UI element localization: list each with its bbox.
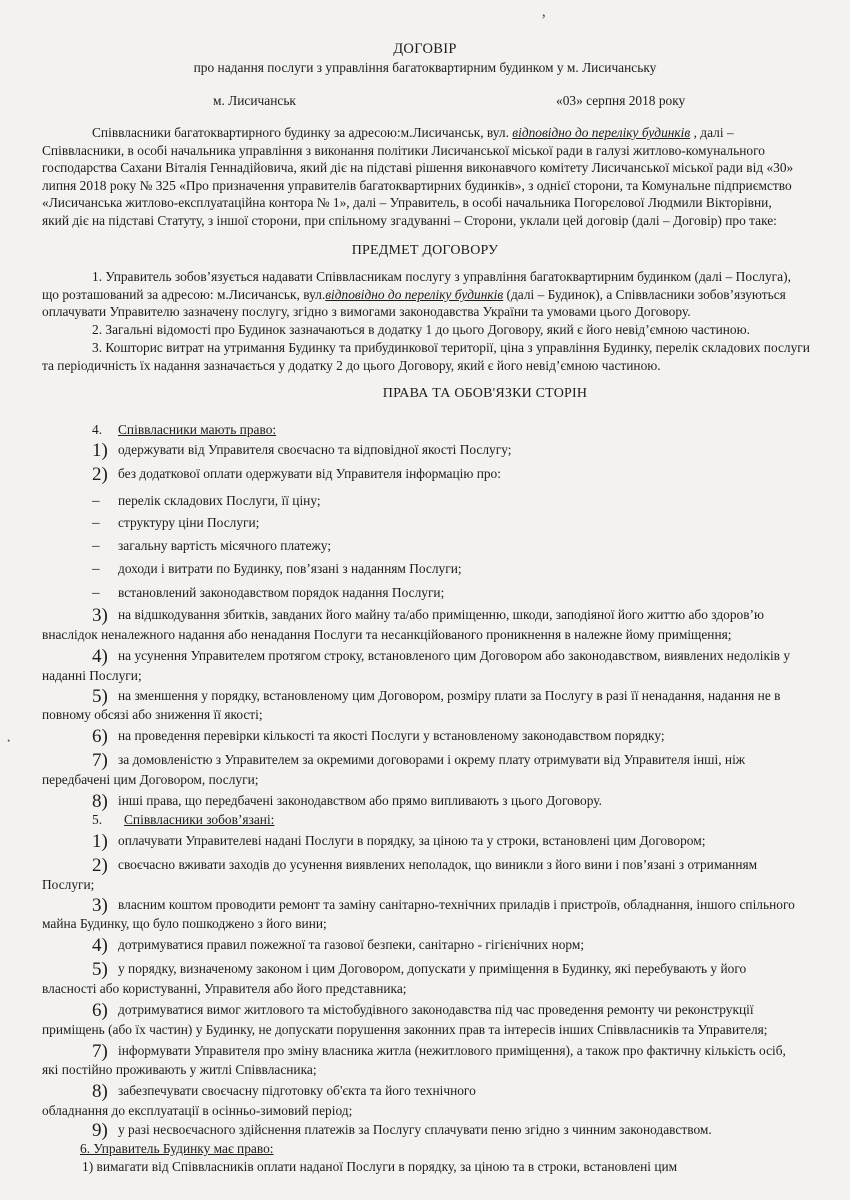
- section-6-title: 6. Управитель Будинку має право:: [80, 1141, 274, 1156]
- document-subtitle: про надання послуги з управління багатоквартирним будинком у м. Лисичанську: [193, 60, 657, 75]
- right-item-8: 8) інші права, що передбачені законодавством або прямо випливають з цього Договору.: [92, 791, 602, 812]
- contract-city: м. Лисичанськ: [213, 93, 296, 108]
- section-5-title: 5. Співвласники зобов’язані:: [92, 812, 275, 827]
- duty-item-2-cont: Послуги;: [42, 877, 95, 892]
- duty-item-5: 5) у порядку, визначеному законом і цим Договором, допускати у приміщення в Будинку, які перебувають у його: [92, 959, 747, 980]
- info-item-3: – загальну вартість місячного платежу;: [92, 538, 332, 554]
- preamble-line-1: Співвласники багатоквартирного будинку за адресою:м.Лисичанськ, вул. відповідно до переліку будинків , далі –: [92, 125, 734, 140]
- right-item-1: 1) одержувати від Управителя своєчасно та відповідної якості Послугу;: [92, 440, 512, 461]
- subject-p3-line-2: та періодичність їх надання зазначається у додатку 2 до цього Договору, який є його невід’ємною частиною.: [42, 358, 661, 373]
- duty-item-3: 3) власним коштом проводити ремонт та заміну санітарно-технічних приладів і пристроїв, обладнання, іншого спільного: [92, 895, 795, 916]
- info-item-1: – перелік складових Послуги, її ціну;: [92, 493, 321, 509]
- duty-item-8-cont: обладнання до експлуатації в осінньо-зимовий період;: [42, 1103, 353, 1118]
- document-title: ДОГОВІР: [393, 41, 457, 57]
- right-item-5-cont: повному обсязі або зниження її якості;: [42, 707, 263, 722]
- preamble-line-3: господарства Сахани Віталія Геннадійовича, який діє на підставі рішення виконавчого комітету Лисичанської міської ради від «30»: [42, 160, 794, 175]
- rights-heading: ПРАВА ТА ОБОВ'ЯЗКИ СТОРІН: [382, 386, 588, 401]
- right-item-3: 3) на відшкодування збитків, завданих його майну та/або приміщенню, шкоди, заподіяної його життю або здоров’ю: [92, 605, 765, 626]
- right-item-5: 5) на зменшення у порядку, встановленому цим Договором, розміру плати за Послугу в разі її ненадання, надання не в: [92, 686, 781, 707]
- duty-item-1: 1) оплачувати Управителеві надані Послуги в порядку, за ціною та у строки, встановлені цим Договором;: [92, 831, 706, 852]
- preamble-line-4: липня 2018 року № 325 «Про призначення управителів багатоквартирних будинків», з однієї сторони, та Комунальне підприємство: [42, 178, 792, 193]
- duty-item-8: 8) забезпечувати своєчасну підготовку об'єкта та його технічного: [92, 1081, 476, 1102]
- subject-p1-line-3: оплачувати Управителю зазначену послугу, згідно з вимогами законодавства України та умовами цього Договору.: [42, 304, 691, 319]
- info-item-4: – доходи і витрати по Будинку, пов’язані з наданням Послуги;: [92, 561, 462, 577]
- duty-item-5-cont: власності або користуванні, Управителя або його представника;: [42, 981, 407, 996]
- preamble-line-2: Співвласники, в особі начальника управління з виконання політики Лисичанської міської ради в галузі житлово-комунального: [42, 143, 765, 158]
- preamble-line-6: який діє на підставі Статуту, з іншої сторони, при спільному згадуванні – Сторони, уклали цей договір (далі – Договір) про таке:: [42, 213, 777, 228]
- right-item-6: 6) на проведення перевірки кількості та якості Послуги у встановленому законодавством порядку;: [92, 726, 665, 747]
- right-item-2: 2) без додаткової оплати одержувати від Управителя інформацію про:: [92, 464, 501, 485]
- duty-item-7: 7) інформувати Управителя про зміну власника житла (нежитлового приміщення), а також про фактичну кількість осіб,: [92, 1041, 786, 1062]
- building-list-reference-2: відповідно до переліку будинків: [325, 287, 504, 302]
- duty-item-2: 2) своєчасно вживати заходів до усунення виявлених неполадок, що виникли з його вини і пов’язані з отриманням: [92, 855, 758, 876]
- subject-p1-line-2: що розташований за адресою: м.Лисичанськ, вул.відповідно до переліку будинків (далі – Будинок), а Співвласники зобов’язуються: [42, 287, 786, 302]
- subject-p3-line-1: 3. Кошторис витрат на утримання Будинку та прибудинкової території, ціна з управління Будинку, перелік складових послуги: [92, 340, 810, 355]
- preamble-line-5: «Лисичанська житлово-експлуатаційна контора № 1», далі – Управитель, в особі начальника Погорєлової Людмили Вікторівни,: [42, 195, 772, 210]
- duty-item-3-cont: майна Будинку, що було пошкоджено з його вини;: [42, 916, 327, 931]
- building-list-reference: відповідно до переліку будинків: [512, 125, 691, 140]
- info-item-2: – структуру ціни Послуги;: [92, 515, 260, 531]
- info-item-5: – встановлений законодавством порядок надання Послуги;: [92, 585, 445, 601]
- right-item-7-cont: передбачені цим Договором, послуги;: [42, 772, 259, 787]
- scan-mark: ʼ: [541, 12, 547, 29]
- scan-mark-left: ·: [6, 733, 12, 750]
- duty-item-6-cont: приміщень (або їх частин) у Будинку, не допускати порушення законних прав та інтересів інших Співвласників та Управителя;: [42, 1022, 768, 1037]
- right-item-7: 7) за домовленістю з Управителем за окремими договорами і окрему плату отримувати від Управителя інші, ніж: [92, 750, 746, 771]
- subject-p1-line-1: 1. Управитель зобов’язується надавати Співвласникам послугу з управління багатоквартирним будинком (далі – Послуга),: [92, 269, 791, 284]
- subject-p2: 2. Загальні відомості про Будинок зазначаються в додатку 1 до цього Договору, який є його невід’ємною частиною.: [92, 322, 750, 337]
- duty-item-9: 9) у разі несвоєчасного здійснення платежів за Послугу сплачувати пеню згідно з чинним законодавством.: [92, 1120, 712, 1141]
- right-item-3-cont: внаслідок неналежного надання або ненадання Послуги та несанкційованого проникнення в належне йому приміщення;: [42, 627, 732, 642]
- right-item-4-cont: наданні Послуги;: [42, 668, 142, 683]
- manager-right-1: 1) вимагати від Співвласників оплати наданої Послуги в порядку, за ціною та в строки, встановлені цим: [82, 1159, 678, 1174]
- duty-item-4: 4) дотримуватися правил пожежної та газової безпеки, санітарно - гігієнічних норм;: [92, 935, 585, 956]
- duty-item-7-cont: які постійно проживають у житлі Співвласника;: [42, 1062, 317, 1077]
- contract-date: «03» серпня 2018 року: [556, 93, 686, 108]
- right-item-4: 4) на усунення Управителем протягом строку, встановленого цим Договором або законодавством, виявлених недоліків у: [92, 646, 791, 667]
- duty-item-6: 6) дотримуватися вимог житлового та містобудівного законодавства під час проведення ремонту чи реконструкції: [92, 1000, 754, 1021]
- subject-heading: ПРЕДМЕТ ДОГОВОРУ: [351, 243, 499, 258]
- section-4-title: 4. Співвласники мають право:: [92, 422, 277, 437]
